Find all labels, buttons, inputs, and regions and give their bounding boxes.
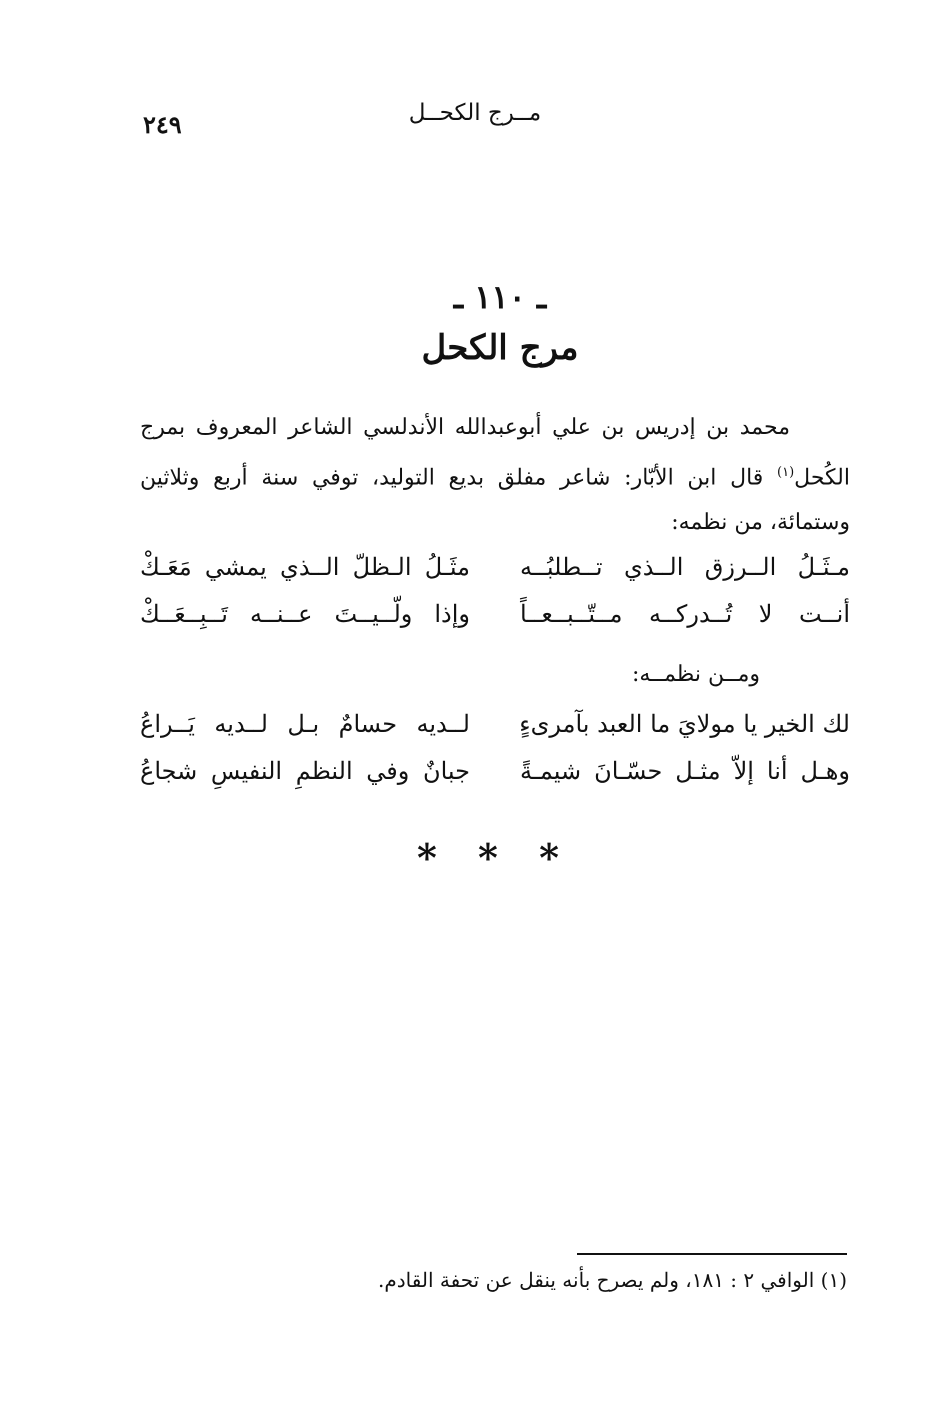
bio-text-start: محمد بن إدريس بن علي أبوعبدالله الأندلسي الشاعر المعروف بمرج الكُحل bbox=[140, 415, 850, 491]
first-hemistich: مـثَـلُ الــرزق الــذي تــطلبُــه bbox=[520, 553, 850, 581]
biography-paragraph bbox=[140, 405, 850, 545]
second-hemistich: مثَـلُ الـظلّ الــذي يمشي مَعَـكْ bbox=[140, 553, 470, 581]
second-hemistich: لــديه حسامٌ بـل لــديه يَــراعُ bbox=[140, 710, 470, 738]
running-title: مــرج الكحــل bbox=[408, 100, 542, 126]
section-separator: * * * bbox=[416, 835, 574, 880]
poem2-verse-2 bbox=[140, 757, 850, 797]
poem1-verse-2 bbox=[140, 600, 850, 640]
second-hemistich: وإذا ولّــيــتَ عــنــه تَــبِــعَــكْ bbox=[140, 600, 470, 628]
entry-number: ـ ١١٠ ـ bbox=[453, 278, 547, 316]
second-hemistich: جبانٌ وفي النظمِ النفيسِ شجاعُ bbox=[140, 757, 470, 785]
footnote: (١) الوافي ٢ : ١٨١، ولم يصرح بأنه ينقل عن تحفة القادم. bbox=[378, 1268, 847, 1292]
footnote-reference: (١) bbox=[777, 465, 795, 480]
poem1-verse-1 bbox=[140, 553, 850, 593]
page-number: ٢٤٩ bbox=[143, 110, 182, 139]
footnote-rule bbox=[577, 1253, 847, 1255]
entry-title: مرج الكحل bbox=[421, 328, 579, 368]
first-hemistich: لك الخير يا مولايَ ما العبد بآمرىءٍ bbox=[519, 710, 850, 738]
first-hemistich: أنــت لا تُــدركــه مــتّــبــعــاً bbox=[520, 600, 850, 628]
poem2-verse-1 bbox=[140, 710, 850, 750]
first-hemistich: وهـل أنا إلاّ مثـل حسّـانَ شيمـةً bbox=[520, 757, 850, 785]
poem2-intro: ومــن نظمــه: bbox=[631, 662, 760, 687]
bio-text-end: قال ابن الأبّار: شاعر مفلق بديع التوليد، توفي سنة أربع وثلاثين وستمائة، من نظمه: bbox=[140, 465, 850, 536]
